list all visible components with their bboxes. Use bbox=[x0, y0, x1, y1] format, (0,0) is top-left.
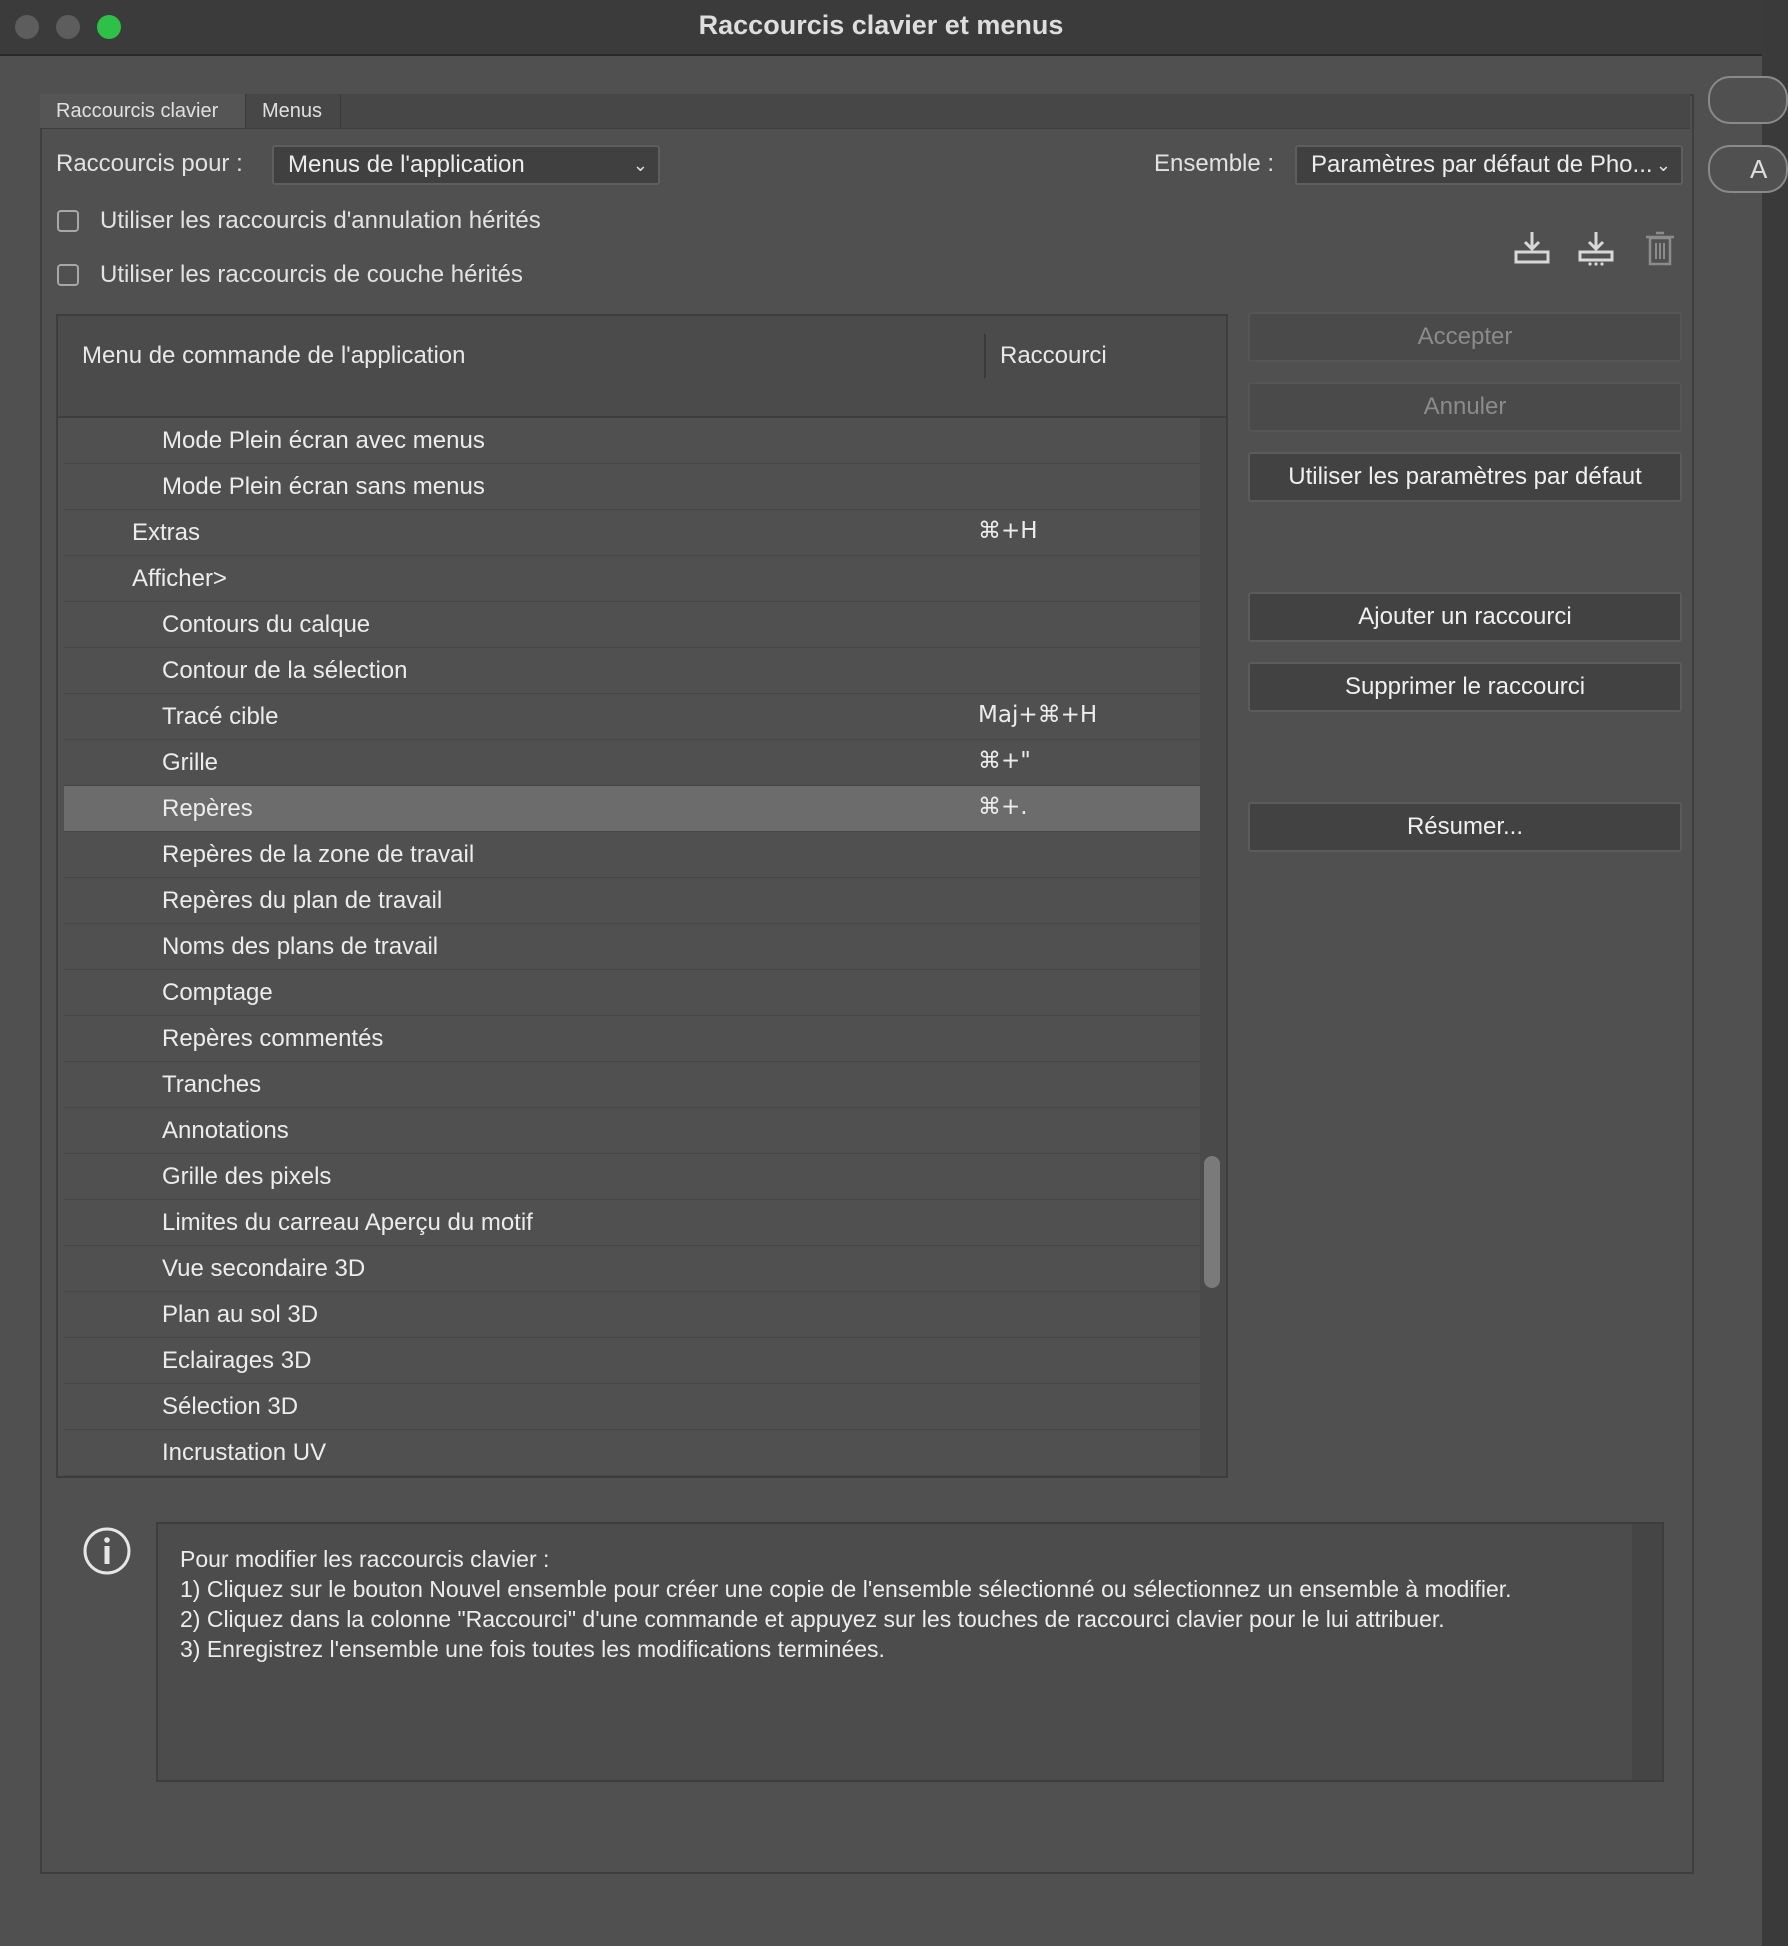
info-line: 2) Cliquez dans la colonne "Raccourci" d'une commande et appuyez sur les touches de raccourci clavier pour le lui attribuer. bbox=[180, 1606, 1445, 1632]
trash-icon[interactable] bbox=[1640, 230, 1680, 266]
set-label: Ensemble : bbox=[1154, 150, 1275, 177]
save-set-as-icon[interactable] bbox=[1576, 230, 1616, 266]
legacy-layer-checkbox[interactable] bbox=[57, 264, 79, 286]
shortcut-value[interactable]: ⌘+. bbox=[978, 794, 1028, 820]
legacy-undo-checkbox[interactable] bbox=[57, 210, 79, 232]
legacy-undo-label[interactable]: Utiliser les raccourcis d'annulation hérités bbox=[100, 207, 541, 234]
command-name: Repères commentés bbox=[162, 1025, 384, 1052]
command-name: Eclairages 3D bbox=[162, 1347, 312, 1374]
table-row[interactable] bbox=[64, 1108, 1200, 1154]
info-icon bbox=[82, 1526, 132, 1576]
info-line: Pour modifier les raccourcis clavier : bbox=[180, 1546, 550, 1572]
command-name: Contour de la sélection bbox=[162, 657, 408, 684]
use-defaults-button[interactable]: Utiliser les paramètres par défaut bbox=[1248, 452, 1682, 502]
command-name: Tracé cible bbox=[162, 703, 279, 730]
command-name: Repères du plan de travail bbox=[162, 887, 443, 914]
table-row[interactable] bbox=[64, 556, 1200, 602]
tab-keyboard-shortcuts[interactable]: Raccourcis clavier bbox=[40, 94, 245, 128]
command-name: Plan au sol 3D bbox=[162, 1301, 319, 1328]
commands-table bbox=[56, 314, 1228, 1478]
table-header bbox=[58, 316, 1226, 418]
shortcuts-for-select[interactable] bbox=[272, 145, 660, 185]
info-scrollbar[interactable] bbox=[1632, 1524, 1662, 1780]
table-row[interactable] bbox=[64, 418, 1200, 464]
table-row[interactable] bbox=[64, 1384, 1200, 1430]
command-name: Limites du carreau Aperçu du motif bbox=[162, 1209, 533, 1236]
shortcut-value[interactable]: Maj+⌘+H bbox=[978, 702, 1098, 728]
cancel-button[interactable]: Annuler bbox=[1248, 382, 1682, 432]
table-row[interactable] bbox=[64, 1062, 1200, 1108]
shortcuts-for-label: Raccourcis pour : bbox=[56, 150, 243, 177]
column-header-command[interactable]: Menu de commande de l'application bbox=[82, 342, 466, 369]
command-name: Extras bbox=[132, 519, 201, 546]
table-row[interactable] bbox=[64, 878, 1200, 924]
tab-menus[interactable]: Menus bbox=[245, 94, 341, 128]
command-name: Comptage bbox=[162, 979, 273, 1006]
table-row[interactable] bbox=[64, 1200, 1200, 1246]
info-line: 1) Cliquez sur le bouton Nouvel ensemble pour créer une copie de l'ensemble sélectionné ou sélectionnez un ensemble à modifier. bbox=[180, 1576, 1512, 1602]
table-scrollbar-track[interactable] bbox=[1200, 418, 1226, 1476]
command-name: Afficher> bbox=[132, 565, 227, 592]
save-set-icon[interactable] bbox=[1512, 230, 1552, 266]
table-row[interactable] bbox=[64, 740, 1200, 786]
info-text-box bbox=[156, 1522, 1664, 1782]
shortcut-value[interactable]: ⌘+H bbox=[978, 518, 1038, 544]
command-name: Vue secondaire 3D bbox=[162, 1255, 366, 1282]
command-name: Repères de la zone de travail bbox=[162, 841, 475, 868]
legacy-layer-label[interactable]: Utiliser les raccourcis de couche hérités bbox=[100, 261, 523, 288]
command-name: Mode Plein écran sans menus bbox=[162, 473, 485, 500]
command-name: Grille bbox=[162, 749, 219, 776]
table-row[interactable] bbox=[64, 1430, 1200, 1476]
set-value: Paramètres par défaut de Pho... bbox=[1311, 151, 1653, 178]
column-divider[interactable] bbox=[984, 334, 986, 378]
title-bar bbox=[0, 0, 1762, 56]
command-name: Tranches bbox=[162, 1071, 262, 1098]
table-scrollbar-thumb[interactable] bbox=[1204, 1156, 1220, 1288]
window-title: Raccourcis clavier et menus bbox=[698, 10, 1064, 40]
command-name: Mode Plein écran avec menus bbox=[162, 427, 485, 454]
info-line: 3) Enregistrez l'ensemble une fois toutes les modifications terminées. bbox=[180, 1636, 885, 1662]
ok-button-partial[interactable] bbox=[1708, 76, 1788, 124]
table-row[interactable] bbox=[64, 1338, 1200, 1384]
cancel-button-partial[interactable]: A bbox=[1708, 145, 1788, 193]
command-name: Noms des plans de travail bbox=[162, 933, 439, 960]
table-rows bbox=[64, 418, 1200, 1476]
table-row[interactable] bbox=[64, 1154, 1200, 1200]
shortcuts-for-value: Menus de l'application bbox=[288, 151, 525, 178]
table-row[interactable] bbox=[64, 694, 1200, 740]
table-row[interactable] bbox=[64, 510, 1200, 556]
command-name: Repères bbox=[162, 795, 253, 822]
delete-shortcut-button[interactable]: Supprimer le raccourci bbox=[1248, 662, 1682, 712]
table-row[interactable] bbox=[64, 1016, 1200, 1062]
command-name: Contours du calque bbox=[162, 611, 371, 638]
chevron-down-icon: ⌄ bbox=[1655, 155, 1671, 175]
set-select[interactable] bbox=[1295, 145, 1683, 185]
command-name: Incrustation UV bbox=[162, 1439, 327, 1466]
table-row[interactable] bbox=[64, 786, 1200, 832]
chevron-down-icon: ⌄ bbox=[632, 155, 648, 175]
command-name: Sélection 3D bbox=[162, 1393, 299, 1420]
table-row[interactable] bbox=[64, 602, 1200, 648]
shortcut-value[interactable]: ⌘+" bbox=[978, 748, 1031, 774]
add-shortcut-button[interactable]: Ajouter un raccourci bbox=[1248, 592, 1682, 642]
table-row[interactable] bbox=[64, 832, 1200, 878]
column-header-shortcut[interactable]: Raccourci bbox=[1000, 342, 1107, 369]
table-row[interactable] bbox=[64, 1246, 1200, 1292]
accept-button[interactable]: Accepter bbox=[1248, 312, 1682, 362]
table-row[interactable] bbox=[64, 970, 1200, 1016]
table-row[interactable] bbox=[64, 464, 1200, 510]
table-row[interactable] bbox=[64, 924, 1200, 970]
command-name: Annotations bbox=[162, 1117, 289, 1144]
command-name: Grille des pixels bbox=[162, 1163, 332, 1190]
table-row[interactable] bbox=[64, 1292, 1200, 1338]
summarize-button[interactable]: Résumer... bbox=[1248, 802, 1682, 852]
table-row[interactable] bbox=[64, 648, 1200, 694]
